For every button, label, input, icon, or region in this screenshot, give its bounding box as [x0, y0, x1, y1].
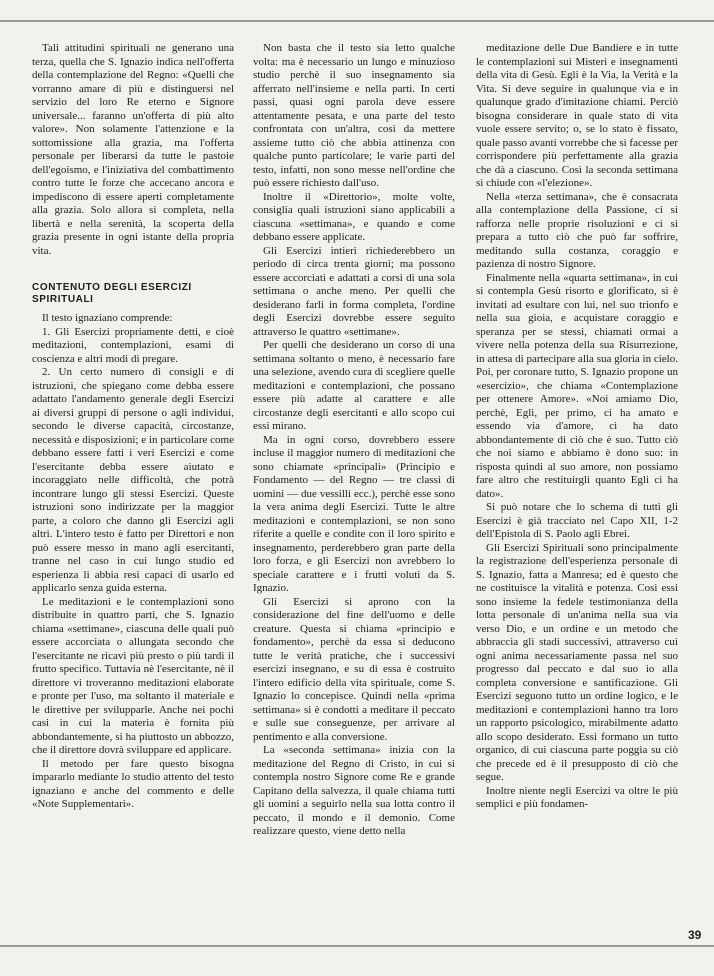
page-number: 39	[688, 928, 702, 942]
paragraph: 2. Un certo numero di consigli e di istruzioni, che spiegano come debba essere adattato l'andamento generale degli Esercizi ai diversi gruppi di persone o agli individui, secondo le diverse capacità, circostanze, necessità e disposizioni; e in particolare come debbano essere fatti i veri Esercizi e come l'esercitante debba essere aiutato e incoraggiato nelle difficoltà, che potrà incontrare lungo gli stessi Esercizi. Queste istruzioni sono indirizzate per la maggior parte, a coloro che danno gli Esercizi agli altri. L'intero testo è fatto per Direttori e non può essere messo in mano agli esercitanti, tranne nel caso in cui lungo studio ed esperienza li abbia resi capaci di usarlo ed applicarlo senza guida esterna.	[32, 366, 234, 594]
paragraph: Si può notare che lo schema di tutti gli Esercizi è già tracciato nel Capo XII, 1-2 dell'Epistola di S. Paolo agli Ebrei.	[476, 501, 678, 540]
paragraph: Il testo ignaziano comprende:	[42, 312, 173, 324]
paragraph: Gli Esercizi si aprono con la considerazione del fine dell'uomo e delle creature. Questa si chiama «principio e fondamento», perchè da essa si deducono tutte le verità pratiche, che i successivi esercizi insegnano, e su di essa è costruito l'intero edificio della vita spirituale, come S. Ignazio lo concepisce. Quindi nella «prima settimana» si è condotti a meditare il peccato e sulle sue conseguenze, per arrivare al pentimento e alla conversione.	[253, 595, 455, 743]
paragraph: Per quelli che desiderano un corso di una settimana soltanto o meno, è necessario fare una selezione, avendo cura di scegliere quelle meditazioni e contemplazioni, che possano essere più adatte al carattere e alle circostanze degli esercitanti e allo scopo cui essi mirano.	[253, 339, 455, 432]
paragraph: Inoltre niente negli Esercizi va oltre le più semplici e più fondamen-	[476, 784, 678, 810]
paragraph: Le meditazioni e le contemplazioni sono distribuite in quattro parti, che S. Ignazio chiama «settimane», ciascuna delle quali può essere accorciata o allungata secondo che l'esercitante ne ricavi più presto o più tardi il frutto specifico. Tuttavia nè l'esercitante, nè il direttore vi troveranno meditazioni elaborate e pronte per l'uso, ma soltanto il materiale e le direttive per svilupparle. Anche nei pochi casi in cui la materia è fornita più abbondantemente, si ha piuttosto un abbozzo, che il direttore dovrà sviluppare ed applicare.	[32, 595, 234, 756]
paragraph: Gli Esercizi Spirituali sono principalmente la registrazione dell'esperienza personale di S. Ignazio, fatta a Manresa; ed è questo che ne costituisce la vitalità e potenza. Così essi sono insieme la fedele testimonianza della lotta personale di un'anima nella sua via verso Dio, e un ordine e un metodo che abbraccia gli stadi successivi, attraverso cui ogni anima necessariamente passa nel suo progresso dal peccato e dal suo io alla completa conversione e santificazione. Gli Esercizi seguono tutto un ordine logico, e le meditazioni e contemplazioni hanno tra loro un rapporto psicologico, mirabilmente adatto allo scopo desiderato. Essi formano un tutto organico, di cui ciascuna parte poggia su ciò che precede ed è il presupposto di ciò che segue.	[476, 541, 678, 783]
bottom-rule	[0, 945, 714, 947]
paragraph: La «seconda settimana» inizia con la meditazione del Regno di Cristo, in cui si contempla nostro Signore come Re e grande Capitano della salvezza, il quale chiama tutti gli uomini a seguirlo nella sua lotta contro il peccato, il mondo e il demonio. Come realizzare questo, viene detto nella	[253, 744, 455, 837]
paragraph: Inoltre il «Direttorio», molte volte, consiglia quali istruzioni siano applicabili a ciascuna «settimana», e quando e come debbano essere applicate.	[253, 190, 455, 243]
paragraph: 1. Gli Esercizi propriamente detti, e cioè meditazioni, contemplazioni, esami di coscienza e altri modi di pregare.	[32, 325, 234, 365]
section-heading-line-2: SPIRITUALI	[32, 294, 94, 305]
paragraph: Ma in ogni corso, dovrebbero essere incluse il maggior numero di meditazioni che sono chiamate «principali» (Principio e Fondamento — del Regno — tre classi di uomini — due vessilli ecc.), perchè esse sono la vera anima degli Esercizi. Tutte le altre meditazioni e contemplazioni, se non sono riferite a quelle e condite con il loro spirito e insegnamento, perderebbero gran parte della loro forza, e gli Esercizi non avrebbero lo speciale carattere e i frutti voluti da S. Ignazio.	[253, 433, 455, 594]
paragraph: Nella «terza settimana», che è consacrata alla contemplazione della Passione, ci si rafforza nelle proprie risoluzioni e ci si prepara a tutto ciò che può far soffrire, meditando sulla costanza, coraggio e pazienza di nostro Signore.	[476, 190, 678, 270]
paragraph: Il metodo per fare questo bisogna impararlo mediante lo studio attento del testo ignaziano e anche del commento e delle «Note Supplementari».	[32, 757, 234, 810]
paragraph: Gli Esercizi intieri richiederebbero un periodo di circa trenta giorni; ma possono essere accorciati e adattati a corsi di una sola settimana o anche meno. Per quelli che desiderano farli in forma completa, l'ordine degli Esercizi dovrebbe essere seguito attraverso le quattro «settimane».	[253, 244, 455, 338]
text-column-2	[253, 42, 455, 839]
section-heading-line-1: CONTENUTO DEGLI ESERCIZI	[32, 282, 192, 293]
paragraph: Tali attitudini spirituali ne generano una terza, quella che S. Ignazio indica nell'offerta della contemplazione del Regno: «Quelli che vorranno amare di più e distinguersi nel servizio del loro Re eterno e Signore universale... faranno un'offerta di più alto valore». Non solamente l'attenzione e la sottomissione alla grazia, ma l'offerta personale per liberarsi da tutte le pastoie dell'egoismo, e l'iniziativa del combattimento contro tutte le forze che accecano ancora e impediscono di essere aperti completamente alla grazia. Solo allora si completa, nella libertà e nella serenità, la scoperta della grazia presente in ogni istante della propria vita.	[32, 42, 234, 257]
paragraph: Non basta che il testo sia letto qualche volta: ma è necessario un lungo e minuzioso studio perchè il suo insegnamento sia afferrato nell'insieme e nella parti. In certi passi, quasi ogni parola deve essere attentamente pesata, e una parte del testo confrontata con un'altra, così da mettere assieme tutto ciò che abbia attinenza con qualche punto particolare; le varie parti del testo, infatti, non sono messe nell'ordine che può essere richiesto dall'uso.	[253, 42, 455, 189]
text-column-1	[32, 42, 234, 812]
section-heading	[32, 282, 234, 306]
top-rule	[0, 20, 714, 22]
paragraph: Finalmente nella «quarta settimana», in cui si contempla Gesù risorto e glorificato, si è invitati ad esultare con lui, nel suo trionfo e nella sua gioia, e acquistare coraggio e speranza per se stessi, chiamati ormai a vivere nella potenza della sua Risurrezione, in attesa di partecipare alla sua gloria in cielo. Poi, per coronare tutto, S. Ignazio propone un «esercizio», che chiama «Contemplazione per ottenere Amore». «Noi amiamo Dio, perchè, Egli, per primo, ci ha amato e essendo via d'amore, ci ha dato abbondantemente di ciò che è suo. Tutto ciò che noi siamo e abbiamo è dono suo: in risposta quindi al suo amore, non possiamo fare altro che restituirgli quanto Egli ci ha dato».	[476, 271, 678, 500]
paragraph: meditazione delle Due Bandiere e in tutte le contemplazioni sui Misteri e insegnamenti della vita di Gesù. Egli è la Via, la Verità e la Vita. Si deve seguire in qualunque via e in qualunque grado d'imitazione chiami. Perciò bisogna considerare in quale stato di vita vuole essere servito; o, se lo stato è fissato, quale passo avanti vorrebbe che si facesse per corrispondere più perfettamente alla grazia che dà a ciascuno. Così la seconda settimana si chiude con «l'elezione».	[476, 42, 678, 189]
text-column-3	[476, 42, 678, 812]
